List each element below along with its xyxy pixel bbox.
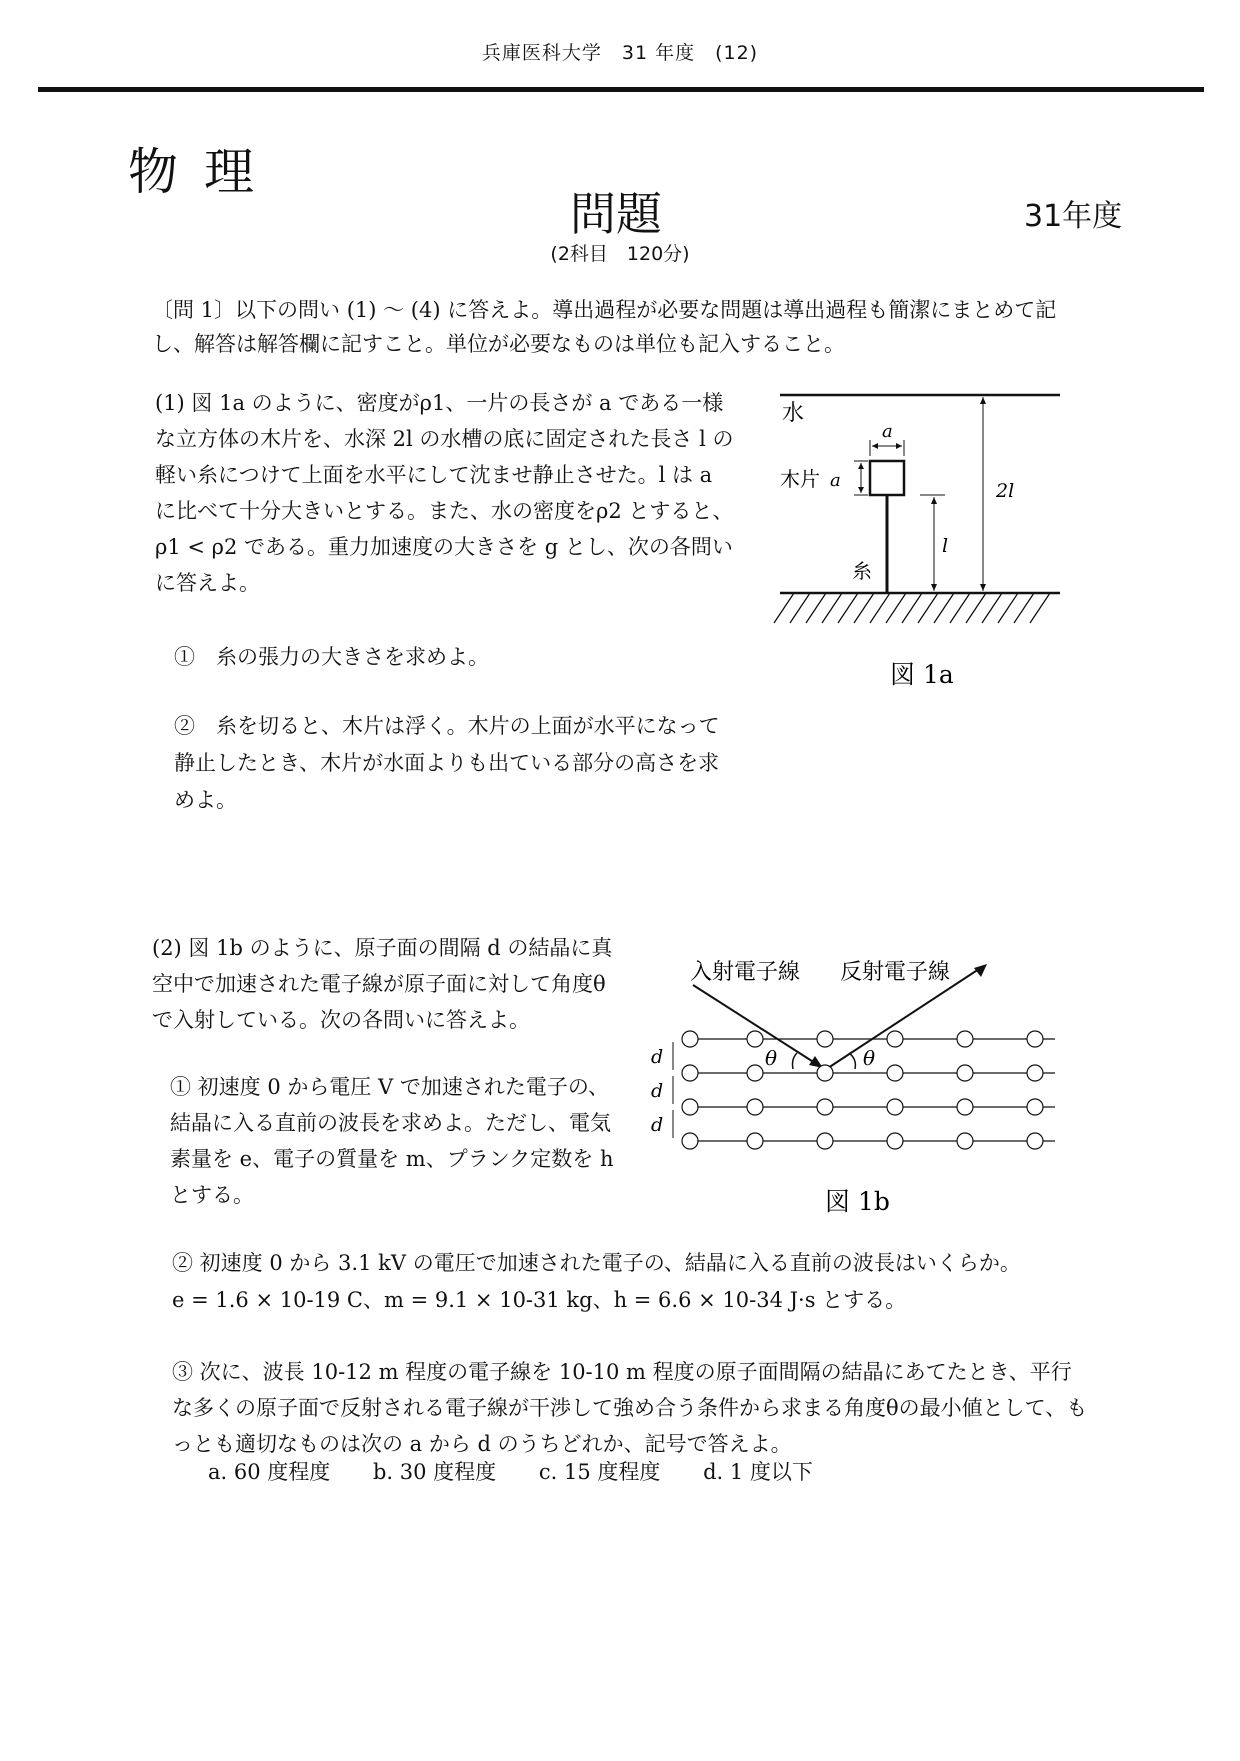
header-rule [38,87,1204,92]
exam-year: 31年度 [1024,199,1123,234]
d-label-2: d [651,1080,664,1102]
figure-1b-caption: 図 1b [825,1187,890,1216]
ground-hatching [774,593,1050,623]
page-title: 問題 [570,187,662,241]
theta-incident: θ [765,1046,778,1070]
theta-reflected: θ [863,1046,876,1070]
figure-1a [770,380,1070,700]
question-1-text: (1) 図 1a のように、密度がρ1、一片の長さが a である一様な立方体の木片を、水深 2l の水槽の底に固定された長さ l の軽い糸につけて上面を水平にして沈ませ静止させた。l は a に比べて十分大きいとする。また、水の密度をρ2 とすると、ρ1 < ρ2 である。重力加速度の大きさを g とし、次の各問いに答えよ。 [155,391,734,595]
label-reflected-beam: 反射電子線 [840,960,951,985]
label-water: 水 [782,401,805,426]
d-label-3: d [651,1114,664,1136]
choice-b: b. 30 度程度 [372,1460,497,1484]
question-2-sub-2-line-2: e = 1.6 × 10-19 C、m = 9.1 × 10-31 kg、h = 6.6 × 10-34 J·s とする。 [172,1288,907,1312]
dim-l: l [942,535,949,557]
question-2-sub-3: ③ 次に、波長 10-12 m 程度の電子線を 10-10 m 程度の原子面間隔の結晶にあてたとき、平行な多くの原子面で反射される電子線が干渉して強め合う条件から求まる角度θの最小値として、もっとも適切なものは次の a から d のうちどれか、記号で答えよ。 [172,1360,1088,1456]
question-2-sub-1: ① 初速度 0 から電圧 V で加速された電子の、結晶に入る直前の波長を求めよ。ただし、電気素量を e、電子の質量を m、プランク定数を h とする。 [170,1075,614,1207]
question-1-sub-1: ① 糸の張力の大きさを求めよ。 [174,645,489,669]
dim-2l: 2l [996,480,1015,502]
label-string: 糸 [852,559,872,583]
wooden-block [870,461,904,495]
answer-choices [208,1456,849,1486]
incident-beam [693,985,815,1063]
subject-title: 物理 [128,143,280,201]
page-header: 兵庫医科大学 31 年度 (12) [481,42,759,64]
intro-paragraph: 〔問 1〕以下の問い (1) 〜 (4) に答えよ。導出過程が必要な問題は導出過程も簡潔にまとめて記し、解答は解答欄に記すこと。単位が必要なものは単位も記入すること。 [152,298,1057,356]
question-2-sub-2-line-1: ② 初速度 0 から 3.1 kV の電圧で加速された電子の、結晶に入る直前の波長はいくらか。 [172,1251,1021,1275]
choice-a: a. 60 度程度 [208,1460,331,1484]
figure-1b [645,955,1065,1225]
question-1-sub-2: ② 糸を切ると、木片は浮く。木片の上面が水平になって静止したとき、木片が水面よりも出ている部分の高さを求めよ。 [174,714,720,812]
question-2-text: (2) 図 1b のように、原子面の間隔 d の結晶に真空中で加速された電子線が原子面に対して角度θで入射している。次の各問いに答えよ。 [152,936,613,1032]
question-2-sub-2 [172,1245,1092,1319]
choice-d: d. 1 度以下 [703,1460,813,1484]
dim-a-side: a [830,470,841,491]
label-block: 木片 [780,467,820,491]
label-incident-beam: 入射電子線 [690,960,801,985]
d-label-1: d [651,1046,664,1068]
exam-duration: (2科目 120分) [550,243,690,265]
choice-c: c. 15 度程度 [538,1460,661,1484]
dim-a-top: a [882,421,893,442]
figure-1a-caption: 図 1a [890,660,954,689]
